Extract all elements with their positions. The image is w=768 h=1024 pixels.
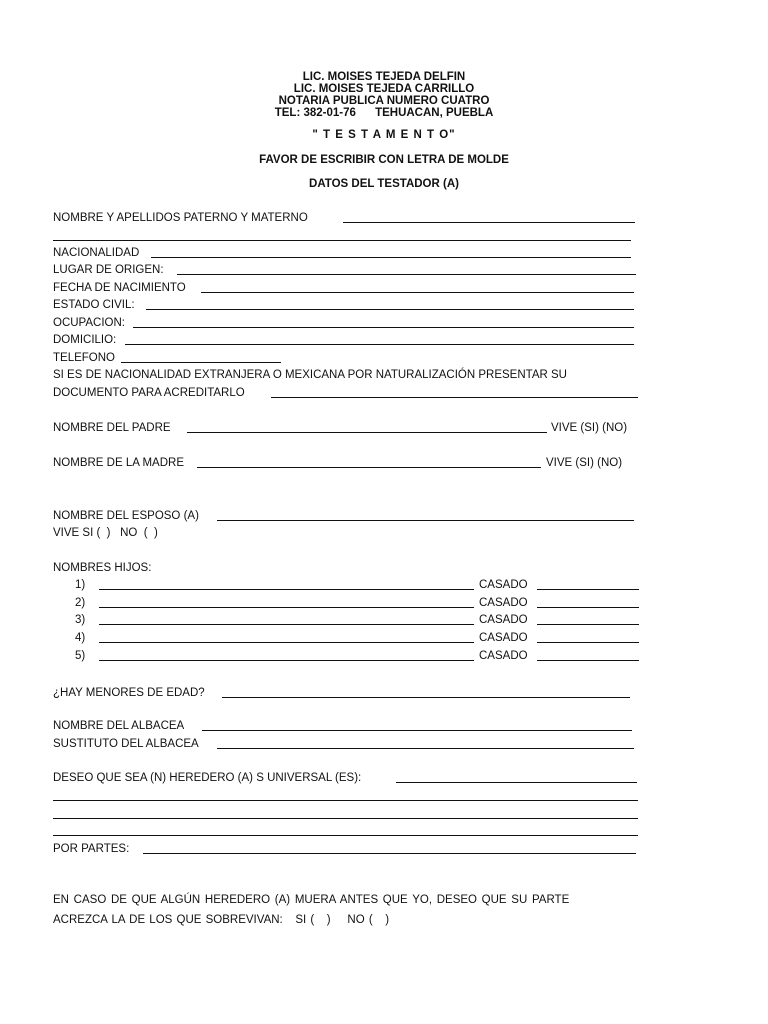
esposo-field[interactable] [217,520,634,521]
hijo-5-field[interactable] [99,660,474,661]
esposo-vive: VIVE SI ( ) NO ( ) [53,527,158,539]
extranjero-text-1: SI ES DE NACIONALIDAD EXTRANJERA O MEXICANA POR NATURALIZACIÓN PRESENTAR SU [53,369,567,381]
notary-name-1: LIC. MOISES TEJEDA DELFIN [302,71,466,83]
padre-vive: VIVE (SI) (NO) [551,422,628,434]
lugar-origen-field[interactable] [177,274,636,275]
notary-office: NOTARIA PUBLICA NUMERO CUATRO [278,95,490,107]
heredero-universal-label: DESEO QUE SEA (N) HEREDERO (A) S UNIVERSAL (ES): [53,772,362,784]
menores-field[interactable] [222,697,630,698]
extranjero-field[interactable] [271,397,638,398]
telefono-label: TELEFONO [53,352,115,364]
hijo-number: 3) [75,614,86,626]
estado-civil-field[interactable] [146,309,634,310]
nacionalidad-label: NACIONALIDAD [53,247,140,259]
instruction-text: FAVOR DE ESCRIBIR CON LETRA DE MOLDE [259,154,509,166]
hijo-number: 4) [75,632,86,644]
casado-label: CASADO [479,597,528,609]
por-partes-field[interactable] [143,853,636,854]
fecha-nacimiento-label: FECHA DE NACIMIENTO [53,282,186,294]
casado-label: CASADO [479,614,528,626]
albacea-label: NOMBRE DEL ALBACEA [53,720,185,732]
lugar-origen-label: LUGAR DE ORIGEN: [53,264,164,276]
telefono-field[interactable] [121,362,281,363]
nombre-field-continuation[interactable] [53,240,631,241]
nombre-field[interactable] [343,222,635,223]
padre-field[interactable] [187,432,547,433]
madre-field[interactable] [197,467,541,468]
nacionalidad-field[interactable] [151,257,631,258]
albacea-field[interactable] [202,730,632,731]
hijo-number: 1) [75,579,86,591]
madre-label: NOMBRE DE LA MADRE [53,457,184,469]
casado-label: CASADO [479,632,528,644]
domicilio-label: DOMICILIO: [53,334,117,346]
sustituto-label: SUSTITUTO DEL ALBACEA [53,738,199,750]
notary-phone-city: TEL: 382-01-76 TEHUACAN, PUEBLA [274,107,494,119]
hijo-2-casado-field[interactable] [537,607,639,608]
heredero-field-line-3[interactable] [53,818,638,819]
clausula-line-1: EN CASO DE QUE ALGÚN HEREDERO (A) MUERA ANTES QUE YO, DESEO QUE SU PARTE [53,894,570,906]
document-title: " T E S T A M E N T O" [312,129,456,141]
estado-civil-label: ESTADO CIVIL: [53,299,135,311]
hijo-5-casado-field[interactable] [537,660,639,661]
heredero-field-line-4[interactable] [53,835,638,836]
fecha-nacimiento-field[interactable] [201,292,634,293]
ocupacion-label: OCUPACION: [53,317,125,329]
nombre-label: NOMBRE Y APELLIDOS PATERNO Y MATERNO [53,212,308,224]
sustituto-field[interactable] [217,748,634,749]
ocupacion-field[interactable] [133,327,634,328]
casado-label: CASADO [479,579,528,591]
hijo-4-casado-field[interactable] [537,642,639,643]
hijo-1-casado-field[interactable] [537,589,639,590]
madre-vive: VIVE (SI) (NO) [546,457,623,469]
padre-label: NOMBRE DEL PADRE [53,422,171,434]
notary-name-2: LIC. MOISES TEJEDA CARRILLO [293,83,475,95]
hijo-4-field[interactable] [99,642,474,643]
domicilio-field[interactable] [125,344,634,345]
menores-label: ¿HAY MENORES DE EDAD? [53,687,205,699]
hijo-3-field[interactable] [99,624,474,625]
hijo-number: 2) [75,597,86,609]
hijo-number: 5) [75,650,86,662]
extranjero-text-2: DOCUMENTO PARA ACREDITARLO [53,387,245,399]
casado-label: CASADO [479,650,528,662]
hijo-2-field[interactable] [99,607,474,608]
heredero-field-line-2[interactable] [53,800,638,801]
hijos-label: NOMBRES HIJOS: [53,562,152,574]
hijo-3-casado-field[interactable] [537,624,639,625]
clausula-line-2: ACREZCA LA DE LOS QUE SOBREVIVAN: SI ( ) NO ( ) [53,914,390,926]
por-partes-label: POR PARTES: [53,843,130,855]
esposo-label: NOMBRE DEL ESPOSO (A) [53,510,199,522]
section-title: DATOS DEL TESTADOR (A) [309,178,459,190]
hijo-1-field[interactable] [99,589,474,590]
heredero-universal-field[interactable] [396,782,637,783]
